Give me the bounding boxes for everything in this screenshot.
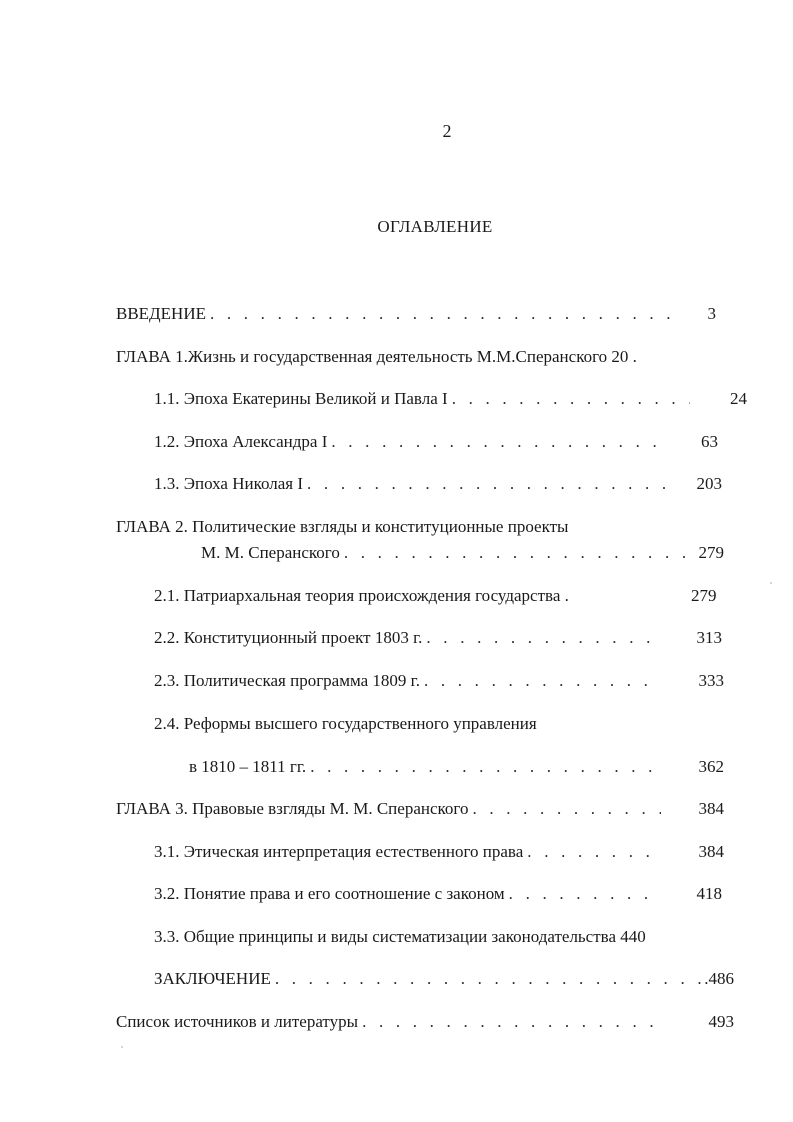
toc-entry-3-1 [154,840,724,864]
toc-entry-page: 384 [698,842,724,861]
toc-entry-sources [116,1010,734,1034]
toc-entry-label: Список источников и литературы [116,1012,359,1031]
toc-entry-page: 313 [696,628,722,647]
dot-leader [472,797,660,821]
toc-entry-2-3 [154,669,724,693]
dot-leader [426,626,662,650]
dot-leader [362,1010,662,1034]
toc-entry-page: .486 [704,969,734,988]
toc-entry-page: 333 [698,671,724,690]
toc-entry-chapter-2 [201,541,724,565]
toc-entry-2-1-page: 279 [691,586,717,605]
toc-entry-page: 24 [730,389,747,408]
toc-entry-2-2 [154,626,722,650]
toc-entry-label: М. М. Сперанского [201,543,340,562]
toc-entry-conclusion [154,967,734,991]
toc-heading: ОГЛАВЛЕНИЕ [377,217,493,236]
toc-entry-chapter-1: ГЛАВА 1.Жизнь и государственная деятельность М.М.Сперанского 20 . [116,347,637,366]
toc-entry-1-2 [154,430,718,454]
dot-leader [310,755,662,779]
toc-entry-3-3: 3.3. Общие принципы и виды систематизации законодательства 440 [154,927,646,946]
toc-entry-1-1 [154,387,747,411]
toc-entry-page: 418 [696,884,722,903]
toc-entry-chapter-3 [116,797,724,821]
toc-entry-intro [116,302,716,326]
dot-leader [344,541,697,565]
toc-entry-page: 203 [696,474,722,493]
toc-entry-label: в 1810 – 1811 гг. [189,757,307,776]
toc-entry-2-1-label: 2.1. Патриархальная теория происхождения государства . [154,586,569,605]
toc-entry-3-2 [154,882,722,906]
toc-entry-page: 362 [698,757,724,776]
toc-entry-page: 384 [698,799,724,818]
dot-leader [210,302,674,326]
toc-entry-page: 493 [708,1012,734,1031]
dot-leader [331,430,667,454]
toc-entry-label: 3.2. Понятие права и его соотношение с законом [154,884,505,903]
toc-entry-label: 2.3. Политическая программа 1809 г. [154,671,420,690]
toc-entry-label: ЗАКЛЮЧЕНИЕ [154,969,271,988]
toc-entry-label: 1.2. Эпоха Александра I [154,432,328,451]
dot-leader [307,472,666,496]
toc-entry-2-4-title: 2.4. Реформы высшего государственного управления [154,714,537,733]
toc-entry-label: 1.1. Эпоха Екатерины Великой и Павла I [154,389,448,408]
toc-entry-label: ГЛАВА 3. Правовые взгляды М. М. Сперанского [116,799,469,818]
toc-entry-1-3 [154,472,722,496]
toc-entry-label: 2.2. Конституционный проект 1803 г. [154,628,423,647]
toc-entry-chapter-2-title: ГЛАВА 2. Политические взгляды и конституционные проекты [116,517,569,536]
dot-leader [527,840,648,864]
toc-entry-label: 1.3. Эпоха Николая I [154,474,304,493]
dot-leader [424,669,661,693]
dot-leader [452,387,690,411]
scan-speck [121,1046,123,1048]
toc-entry-2-4 [189,755,724,779]
toc-entry-label: 3.1. Этическая интерпретация естественного права [154,842,524,861]
dot-leader [275,967,704,991]
dot-leader [509,882,657,906]
toc-entry-label: ВВЕДЕНИЕ [116,304,206,323]
scan-speck [770,582,772,584]
page-number: 2 [442,121,452,141]
toc-entry-page: 279 [698,543,724,562]
toc-entry-page: 63 [701,432,718,451]
toc-entry-page: 3 [707,304,716,323]
